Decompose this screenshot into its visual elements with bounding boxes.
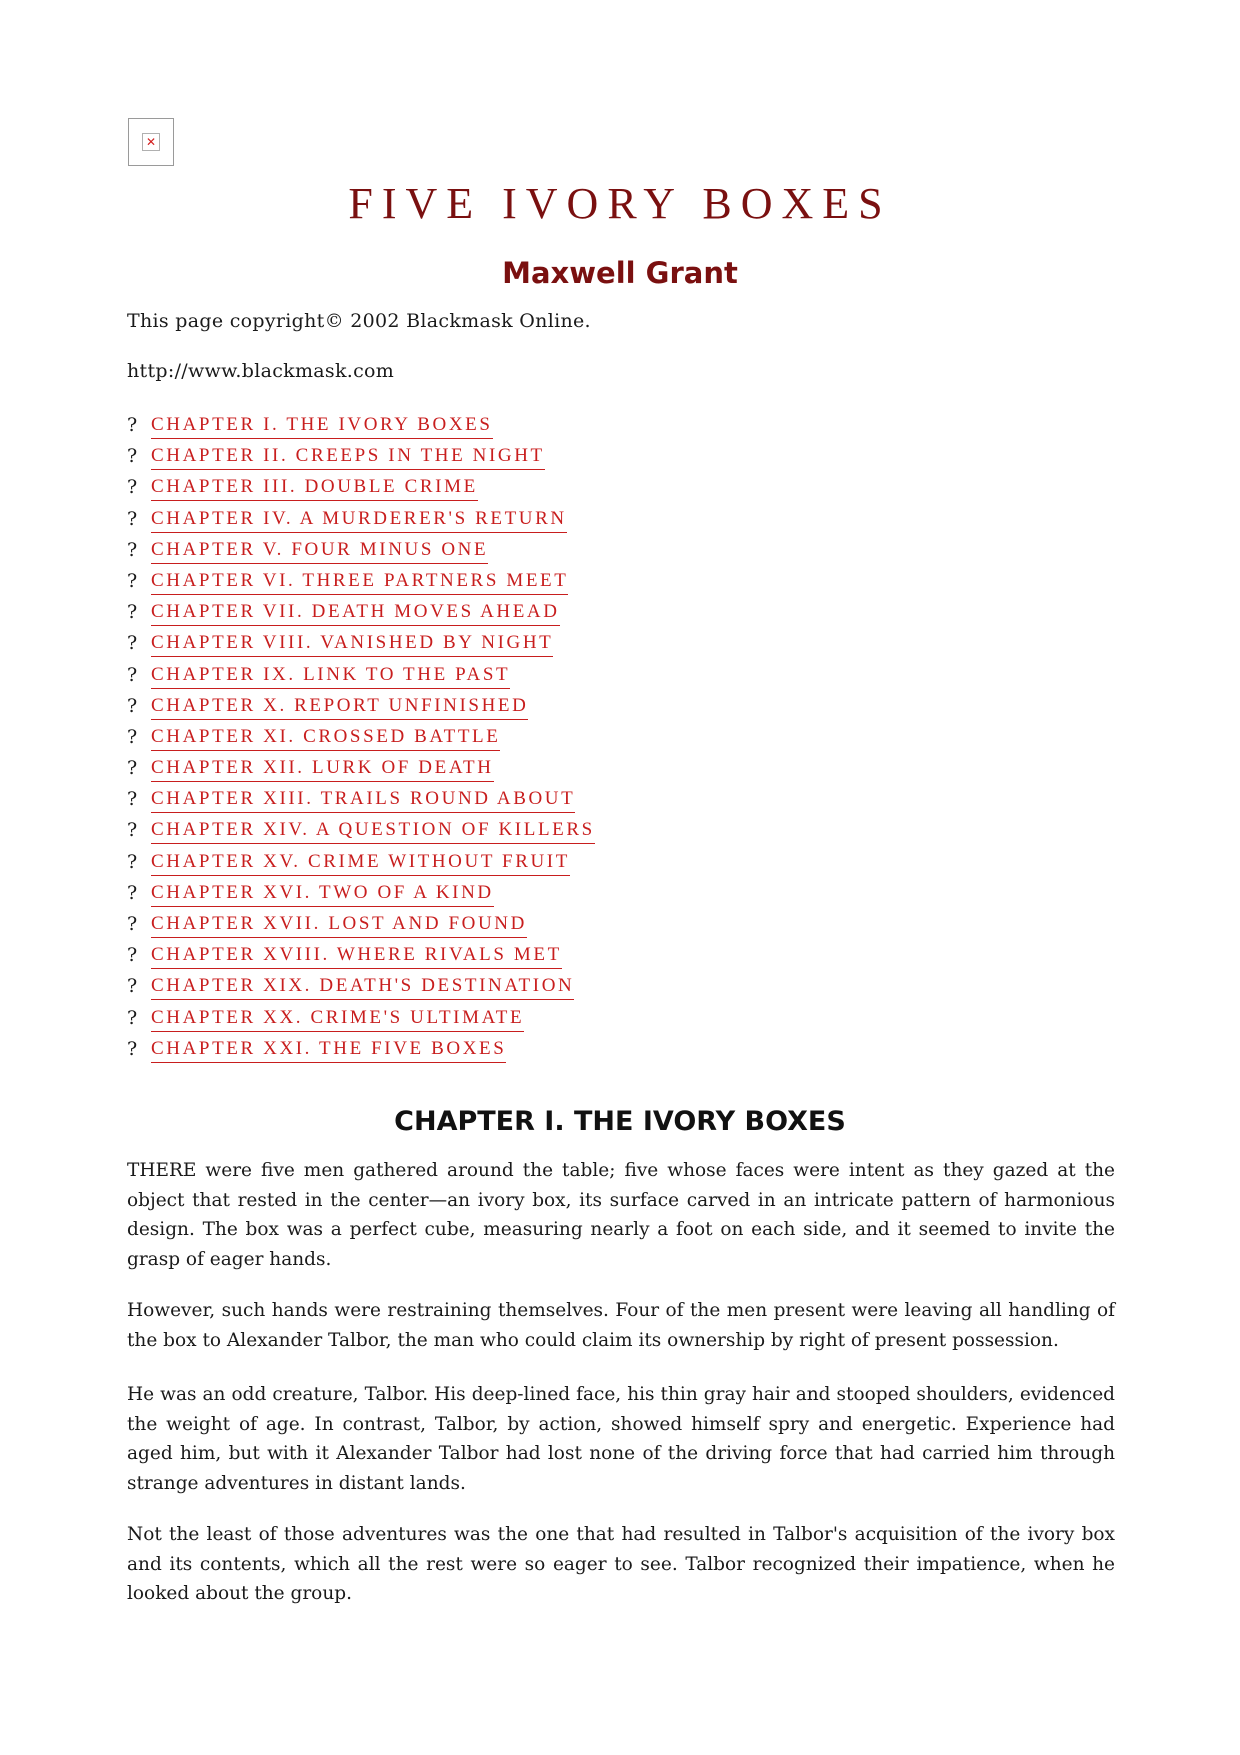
toc-bullet: ? [127,788,138,811]
toc-bullet: ? [127,476,138,499]
toc-item [127,414,595,445]
toc-bullet: ? [127,694,138,717]
body-paragraph: He was an odd creature, Talbor. His deep-lined face, his thin gray hair and stooped shoulders, evidenced the weight of age. In contrast, Talbor, by action, showed himself spry and energetic. Experience had aged him, but with it Alexander Talbor had lost none of the driving force that had carried him through strange adventures in distant lands. [127,1384,1115,1494]
toc-bullet: ? [127,663,138,686]
toc-link-chapter-5[interactable]: CHAPTER V. FOUR MINUS ONE [151,539,488,564]
toc-link-chapter-9[interactable]: CHAPTER IX. LINK TO THE PAST [151,664,510,689]
toc-link-chapter-4[interactable]: CHAPTER IV. A MURDERER'S RETURN [151,508,567,533]
toc-link-chapter-6[interactable]: CHAPTER VI. THREE PARTNERS MEET [151,570,568,595]
toc-link-chapter-12[interactable]: CHAPTER XII. LURK OF DEATH [151,757,494,782]
copyright-notice: This page copyright© 2002 Blackmask Online. [127,310,591,332]
toc-item [127,757,595,788]
toc-item [127,476,595,507]
chapter-heading: CHAPTER I. THE IVORY BOXES [394,1106,846,1137]
toc-bullet: ? [127,632,138,655]
toc-bullet: ? [127,850,138,873]
toc-item [127,975,595,1006]
toc-item [127,695,595,726]
toc-item [127,851,595,882]
toc-item [127,944,595,975]
toc-link-chapter-15[interactable]: CHAPTER XV. CRIME WITHOUT FRUIT [151,851,570,876]
toc-link-chapter-10[interactable]: CHAPTER X. REPORT UNFINISHED [151,695,528,720]
toc-bullet: ? [127,944,138,967]
toc-bullet: ? [127,445,138,468]
toc-item [127,601,595,632]
table-of-contents [127,414,595,1069]
toc-link-chapter-16[interactable]: CHAPTER XVI. TWO OF A KIND [151,882,494,907]
body-paragraph: Not the least of those adventures was the one that had resulted in Talbor's acquisition of the ivory box and its contents, which all the rest were so eager to see. Talbor recognized their impatience, when he looked about the group. [127,1524,1115,1604]
toc-link-chapter-13[interactable]: CHAPTER XIII. TRAILS ROUND ABOUT [151,788,575,813]
toc-bullet: ? [127,725,138,748]
toc-item [127,632,595,663]
toc-link-chapter-20[interactable]: CHAPTER XX. CRIME'S ULTIMATE [151,1007,524,1032]
toc-item [127,1038,595,1069]
toc-bullet: ? [127,538,138,561]
toc-bullet: ? [127,507,138,530]
toc-item [127,570,595,601]
toc-bullet: ? [127,414,138,436]
toc-link-chapter-11[interactable]: CHAPTER XI. CROSSED BATTLE [151,726,500,751]
toc-link-chapter-19[interactable]: CHAPTER XIX. DEATH'S DESTINATION [151,975,574,1000]
toc-item [127,664,595,695]
toc-bullet: ? [127,975,138,998]
broken-image-x-icon: ✕ [142,133,160,151]
toc-link-chapter-2[interactable]: CHAPTER II. CREEPS IN THE NIGHT [151,445,545,470]
toc-bullet: ? [127,1037,138,1060]
site-url: http://www.blackmask.com [127,360,395,382]
toc-link-chapter-14[interactable]: CHAPTER XIV. A QUESTION OF KILLERS [151,819,595,844]
toc-item [127,819,595,850]
toc-item [127,508,595,539]
toc-item [127,539,595,570]
toc-bullet: ? [127,757,138,780]
toc-link-chapter-18[interactable]: CHAPTER XVIII. WHERE RIVALS MET [151,944,562,969]
toc-link-chapter-8[interactable]: CHAPTER VIII. VANISHED BY NIGHT [151,632,553,657]
toc-item [127,913,595,944]
toc-bullet: ? [127,569,138,592]
toc-item [127,1007,595,1038]
toc-item [127,726,595,757]
toc-item [127,882,595,913]
body-paragraph: However, such hands were restraining themselves. Four of the men present were leaving all handling of the box to Alexander Talbor, the man who could claim its ownership by right of present possession. [127,1300,1115,1351]
body-paragraph: THERE were five men gathered around the table; five whose faces were intent as they gazed at the object that rested in the center—an ivory box, its surface carved in an intricate pattern of harmonious design. The box was a perfect cube, measuring nearly a foot on each side, and it seemed to invite the grasp of eager hands. [127,1160,1115,1270]
toc-bullet: ? [127,1006,138,1029]
toc-bullet: ? [127,819,138,842]
broken-image-icon [128,118,174,166]
toc-link-chapter-7[interactable]: CHAPTER VII. DEATH MOVES AHEAD [151,601,560,626]
toc-link-chapter-3[interactable]: CHAPTER III. DOUBLE CRIME [151,476,478,501]
toc-bullet: ? [127,881,138,904]
toc-bullet: ? [127,913,138,935]
toc-item [127,445,595,476]
book-author: Maxwell Grant [502,256,738,290]
toc-link-chapter-21[interactable]: CHAPTER XXI. THE FIVE BOXES [151,1038,506,1063]
toc-link-chapter-1[interactable]: CHAPTER I. THE IVORY BOXES [151,414,493,439]
toc-bullet: ? [127,601,138,624]
toc-link-chapter-17[interactable]: CHAPTER XVII. LOST AND FOUND [151,913,527,938]
book-title: FIVE IVORY BOXES [348,179,892,228]
toc-item [127,788,595,819]
